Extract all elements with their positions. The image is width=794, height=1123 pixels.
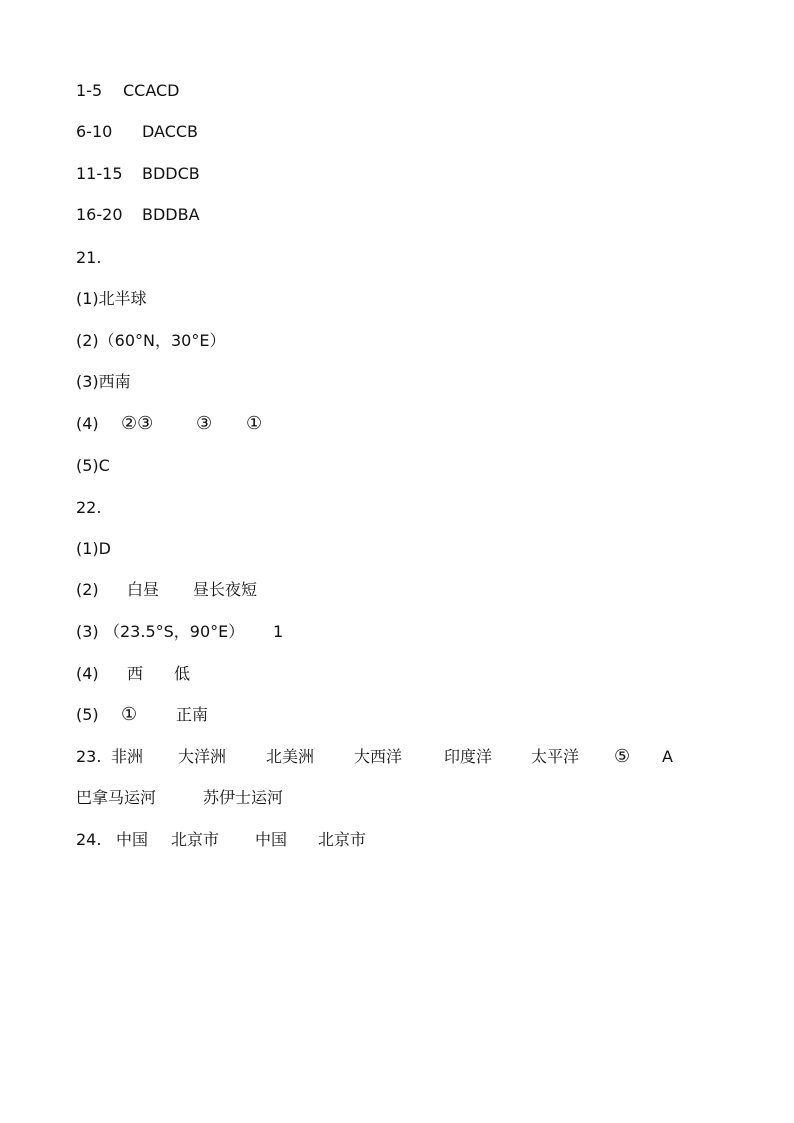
answer-text: 印度洋 bbox=[444, 747, 493, 766]
answer-text: (5)C bbox=[76, 456, 110, 475]
question-number: 21. bbox=[76, 248, 102, 267]
mc-answers: DACCB bbox=[142, 122, 199, 141]
question-number: 22. bbox=[76, 498, 102, 517]
answer-text: 巴拿马运河 bbox=[76, 788, 157, 807]
mc-range: 6-10 bbox=[76, 122, 113, 141]
answer-text: 白昼 bbox=[127, 580, 160, 599]
answer-text: ③ bbox=[196, 413, 213, 434]
answer-text: 北京市 bbox=[318, 830, 367, 849]
answer-text: 太平洋 bbox=[531, 747, 580, 766]
answer-text: 西 bbox=[127, 664, 144, 683]
answer-text: ① bbox=[121, 704, 138, 725]
answer-text: 低 bbox=[174, 664, 191, 683]
answer-text: (1)D bbox=[76, 539, 111, 558]
answer-text: 中国 bbox=[116, 830, 149, 849]
question-number: 24. bbox=[76, 830, 102, 849]
answer-text: (3)西南 bbox=[76, 372, 131, 391]
answer-text: 非洲 bbox=[111, 747, 144, 766]
answer-text: 中国 bbox=[255, 830, 288, 849]
mc-answers: BDDBA bbox=[142, 205, 200, 224]
answer-text: 北美洲 bbox=[266, 747, 315, 766]
answer-text: (2)（60°N，30°E） bbox=[76, 331, 226, 350]
answer-text: (1)北半球 bbox=[76, 289, 147, 308]
question-number: 23. bbox=[76, 747, 102, 766]
mc-answers: CCACD bbox=[123, 81, 180, 100]
answer-text: 昼长夜短 bbox=[193, 580, 258, 599]
answer-text: 大西洋 bbox=[354, 747, 403, 766]
answer-text: ① bbox=[246, 413, 263, 434]
part-label: (5) bbox=[76, 705, 99, 724]
part-label: (3) bbox=[76, 622, 99, 641]
answer-text: 苏伊士运河 bbox=[203, 788, 284, 807]
answer-text: A bbox=[662, 747, 673, 766]
answer-text: ②③ bbox=[121, 413, 154, 434]
answer-text: 北京市 bbox=[171, 830, 220, 849]
answer-text: 正南 bbox=[176, 705, 209, 724]
answer-text: （23.5°S，90°E） bbox=[104, 622, 245, 641]
mc-answers: BDDCB bbox=[142, 164, 200, 183]
answer-text: 大洋洲 bbox=[178, 747, 227, 766]
mc-range: 11-15 bbox=[76, 164, 123, 183]
part-label: (4) bbox=[76, 664, 99, 683]
mc-range: 1-5 bbox=[76, 81, 103, 100]
part-label: (4) bbox=[76, 414, 99, 433]
mc-range: 16-20 bbox=[76, 205, 123, 224]
answer-text: ⑤ bbox=[614, 746, 631, 767]
answer-text: 1 bbox=[273, 622, 284, 641]
part-label: (2) bbox=[76, 580, 99, 599]
